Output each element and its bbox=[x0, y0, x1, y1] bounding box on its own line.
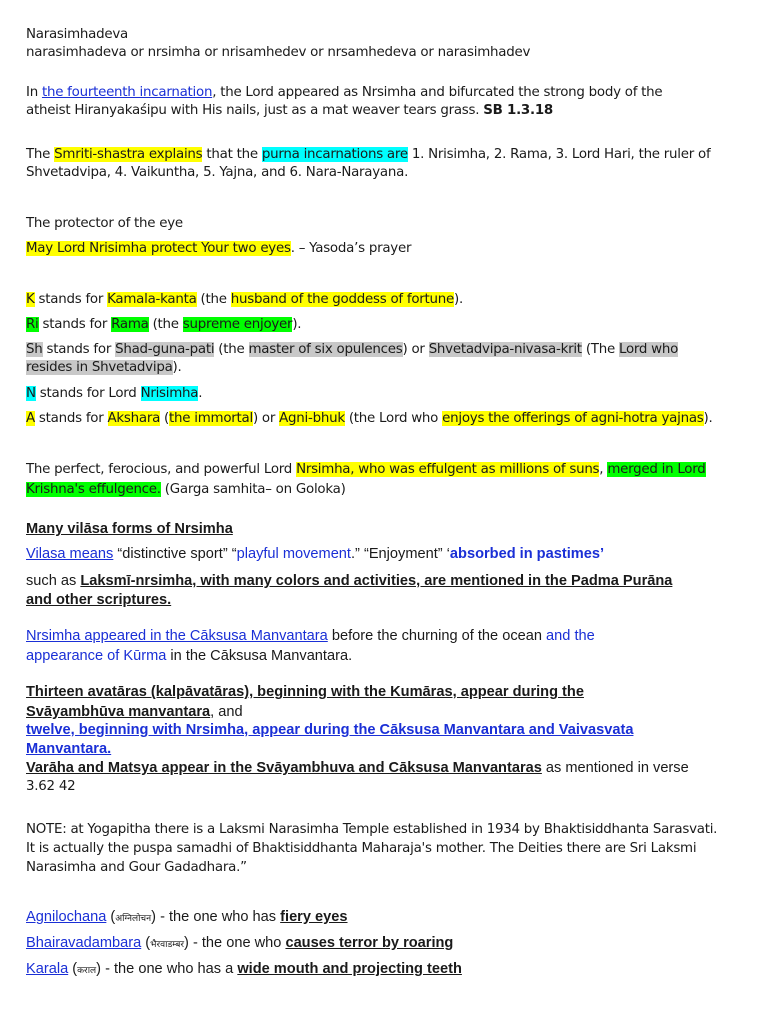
vilasa-heading: Many vilāsa forms of Nrsimha bbox=[26, 521, 233, 537]
vaivasvata-manvantara-link[interactable]: Manvantara. bbox=[26, 741, 112, 757]
highlight-prayer: May Lord Nrisimha protect Your two eyes bbox=[26, 241, 291, 256]
krishna-n-line: N stands for Lord Nrisimha. bbox=[26, 386, 203, 401]
krishna-sh-line-2: resides in Shvetadvipa). bbox=[26, 360, 182, 375]
twelve-l2 bbox=[26, 741, 111, 757]
para-purna-l1: The Smriti-shastra explains that the purna incarnations are 1. Nrisimha, 2. Rama, 3. Lord Hari, the ruler of bbox=[26, 147, 711, 162]
para-incarnation-l1: In the fourteenth incarnation, the Lord appeared as Nrsimha and bifurcated the strong body of the bbox=[26, 85, 663, 100]
thirteen-l2: Svāyambhūva manvantara, and bbox=[26, 704, 243, 720]
para-effulgence-l2: Krishna's effulgence. (Garga samhita– on Goloka) bbox=[26, 482, 346, 497]
manvantara-l1: Nrsimha appeared in the Cāksusa Manvantara before the churning of the ocean and the bbox=[26, 628, 595, 644]
name-bhairavadambara-line: Bhairavadambara (भैरवाडम्बर) - the one who causes terror by roaring bbox=[26, 935, 454, 951]
vilasa-means-link[interactable]: Vilasa means bbox=[26, 546, 114, 562]
twelve-l1 bbox=[26, 722, 633, 738]
highlight-smriti: Smriti-shastra explains bbox=[54, 147, 203, 162]
manvantara-l2: appearance of Kūrma in the Cāksusa Manvantara. bbox=[26, 648, 353, 664]
note-l1: NOTE: at Yogapitha there is a Laksmi Narasimha Temple established in 1934 by Bhaktisiddhanta Sarasvati. bbox=[26, 822, 718, 837]
twelve-nrsimha-link[interactable]: twelve, beginning with Nrsimha, appear during the Cāksusa Manvantara and Vaivasvata bbox=[26, 722, 634, 738]
highlight-purna: purna incarnations are bbox=[261, 147, 408, 162]
krishna-ri-line: Ri stands for Rama (the supreme enjoyer). bbox=[26, 317, 302, 332]
sb-reference: SB 1.3.18 bbox=[483, 103, 553, 118]
name-karala-line: Karala (कराल) - the one who has a wide mouth and projecting teeth bbox=[26, 961, 462, 977]
krishna-a-line: A stands for Akshara (the immortal) or Agni-bhuk (the Lord who enjoys the offerings of agni-hotra yajnas). bbox=[26, 411, 713, 426]
vilasa-meaning-line: Vilasa means “distinctive sport” “playful movement.” “Enjoyment” ‘absorbed in pastimes’ bbox=[26, 546, 605, 562]
vilasa-such-as-l2: and other scriptures. bbox=[26, 592, 172, 608]
vilasa-such-as-l1: such as Laksmī-nrsimha, with many colors and activities, are mentioned in the Padma Purāna bbox=[26, 573, 673, 589]
page-title bbox=[26, 27, 128, 42]
krishna-sh-line: Sh stands for Shad-guna-pati (the master of six opulences) or Shvetadvipa-nivasa-krit (The Lord who bbox=[26, 342, 679, 357]
aliases-line bbox=[26, 45, 530, 60]
agnilochana-link[interactable]: Agnilochana bbox=[26, 909, 107, 925]
caksusa-manvantara-link[interactable]: Nrsimha appeared in the Cāksusa Manvantara bbox=[26, 628, 328, 644]
para-effulgence-l1: The perfect, ferocious, and powerful Lord Nrsimha, who was effulgent as millions of suns, merged in Lord bbox=[26, 462, 706, 477]
note-l2: It is actually the puspa samadhi of Bhaktisiddhanta Maharaja's mother. The Deities there are Sri Laksmi bbox=[26, 841, 697, 856]
protector-prayer: May Lord Nrisimha protect Your two eyes. – Yasoda’s prayer bbox=[26, 241, 412, 256]
karala-link[interactable]: Karala bbox=[26, 961, 69, 977]
para-incarnation-l2: atheist Hiranyakaśipu with His nails, just as a mat weaver tears grass. SB 1.3.18 bbox=[26, 103, 553, 118]
protector-title: The protector of the eye bbox=[26, 216, 183, 231]
fourteenth-incarnation-link[interactable]: the fourteenth incarnation bbox=[41, 85, 213, 100]
name-agnilochana-line: Agnilochana (अग्निलोचन) - the one who has fiery eyes bbox=[26, 909, 348, 925]
para-purna-l2: Shvetadvipa, 4. Vaikuntha, 5. Yajna, and 6. Nara-Narayana. bbox=[26, 165, 409, 180]
verse-ref-line: 3.62 42 bbox=[26, 779, 76, 794]
note-l3: Narasimha and Gour Gadadhara.” bbox=[26, 860, 247, 875]
varaha-line: Varāha and Matsya appear in the Svāyambhuva and Cāksusa Manvantaras as mentioned in verse bbox=[26, 760, 689, 776]
aliases-text: narasimhadeva or nrsimha or nrisamhedev or nrsamhedeva or narasimhadev bbox=[26, 45, 531, 60]
page-title-text: Narasimhadeva bbox=[26, 27, 128, 42]
bhairavadambara-link[interactable]: Bhairavadambara bbox=[26, 935, 142, 951]
thirteen-l1: Thirteen avatāras (kalpāvatāras), beginning with the Kumāras, appear during the bbox=[26, 684, 584, 700]
krishna-k-line: K stands for Kamala-kanta (the husband of the goddess of fortune). bbox=[26, 292, 463, 307]
